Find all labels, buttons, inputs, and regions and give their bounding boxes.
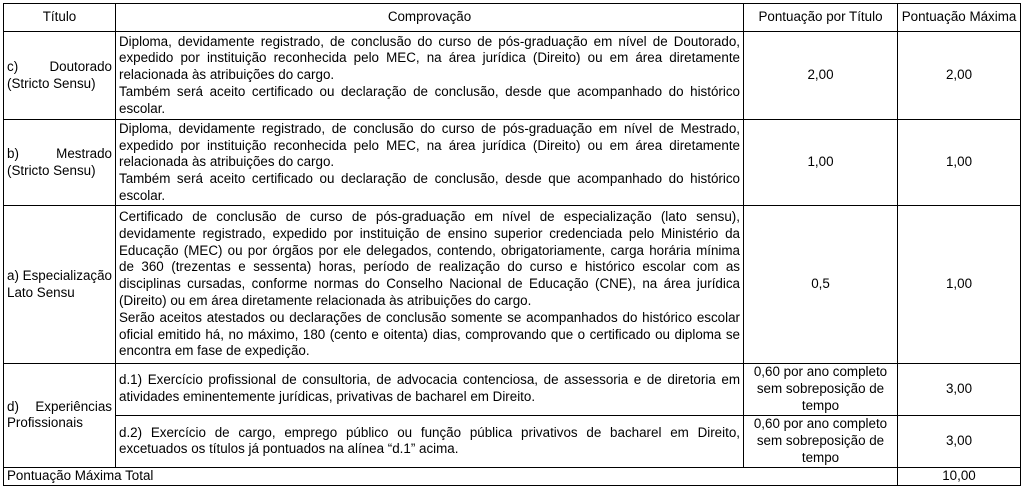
row-pontuacao-maxima: 1,00 xyxy=(898,206,1021,363)
row-comprovacao-doutorado xyxy=(116,32,744,120)
header-comprovacao: Comprovação xyxy=(116,4,744,32)
row-comprovacao-d2: d.2) Exercício de cargo, emprego público ou função pública privativos de bacharel em Direito, excetuados os títulos já pontuados na alínea “d.1” acima. xyxy=(116,415,744,467)
comprovacao-paragraph: Certificado de conclusão de curso de pós-graduação em nível de especialização (lato sensu), devidamente registrado, expedido por instituição de ensino superior credenciada pelo Ministério da Educação (MEC) ou por órgãos por ele delegados, contendo, obrigatoriamente, carga horária mínima de 360 (trezentas e sessenta) horas, período de realização do curso e histórico escolar com as disciplinas cursadas, conforme normas do Conselho Nacional de Educação (CNE), na área jurídica (Direito) ou em área diretamente relacionada às atribuições do cargo. xyxy=(119,208,740,308)
total-label: Pontuação Máxima Total xyxy=(4,467,898,485)
row-pontuacao-maxima: 2,00 xyxy=(898,32,1021,120)
row-titulo-experiencias: d) Experiências Profissionais xyxy=(4,363,116,467)
titles-score-table xyxy=(3,3,1021,486)
table-row xyxy=(4,415,1021,467)
row-pontuacao-titulo: 0,5 xyxy=(744,206,898,363)
row-titulo-doutorado: c) Doutorado (Stricto Sensu) xyxy=(4,32,116,120)
comprovacao-paragraph: Diploma, devidamente registrado, de conclusão do curso de pós-graduação em nível de Mestrado, expedido por instituição reconhecida pelo MEC, na área jurídica (Direito) ou em área diretamente relacionada às atribuições do cargo. xyxy=(119,120,740,170)
total-value: 10,00 xyxy=(898,467,1021,485)
table-row xyxy=(4,32,1021,120)
row-titulo-especializacao: a) Especialização Lato Sensu xyxy=(4,206,116,363)
row-pontuacao-titulo: 2,00 xyxy=(744,32,898,120)
row-comprovacao-especializacao xyxy=(116,206,744,363)
header-pontuacao-titulo: Pontuação por Título xyxy=(744,4,898,32)
table-row xyxy=(4,363,1021,415)
table-header-row xyxy=(4,4,1021,32)
row-pontuacao-titulo: 0,60 por ano completo sem sobreposição de tempo xyxy=(744,363,898,415)
total-row xyxy=(4,467,1021,485)
row-pontuacao-maxima: 1,00 xyxy=(898,120,1021,206)
row-titulo-mestrado: b) Mestrado (Stricto Sensu) xyxy=(4,120,116,206)
header-titulo: Título xyxy=(4,4,116,32)
table-row xyxy=(4,206,1021,363)
comprovacao-paragraph: Também será aceito certificado ou declaração de conclusão, desde que acompanhado do histórico escolar. xyxy=(119,171,740,203)
row-pontuacao-maxima: 3,00 xyxy=(898,415,1021,467)
row-comprovacao-d1: d.1) Exercício profissional de consultoria, de advocacia contenciosa, de assessoria e de diretoria em atividades eminentemente jurídicas, privativas de bacharel em Direito. xyxy=(116,363,744,415)
table-row xyxy=(4,120,1021,206)
comprovacao-paragraph: Também será aceito certificado ou declaração de conclusão, desde que acompanhado do histórico escolar. xyxy=(119,84,740,116)
row-pontuacao-titulo: 1,00 xyxy=(744,120,898,206)
row-comprovacao-mestrado xyxy=(116,120,744,206)
comprovacao-paragraph: Diploma, devidamente registrado, de conclusão do curso de pós-graduação em nível de Doutorado, expedido por instituição reconhecida pelo MEC, na área jurídica (Direito) ou em área diretamente relacionada às atribuições do cargo. xyxy=(119,33,740,83)
comprovacao-paragraph: Serão aceitos atestados ou declarações de conclusão somente se acompanhados do histórico escolar oficial emitido há, no máximo, 180 (cento e oitenta) dias, comprovando que o certificado ou diploma se encontra em fase de expedição. xyxy=(119,309,740,359)
header-pontuacao-maxima: Pontuação Máxima xyxy=(898,4,1021,32)
row-pontuacao-maxima: 3,00 xyxy=(898,363,1021,415)
row-pontuacao-titulo: 0,60 por ano completo sem sobreposição de tempo xyxy=(744,415,898,467)
